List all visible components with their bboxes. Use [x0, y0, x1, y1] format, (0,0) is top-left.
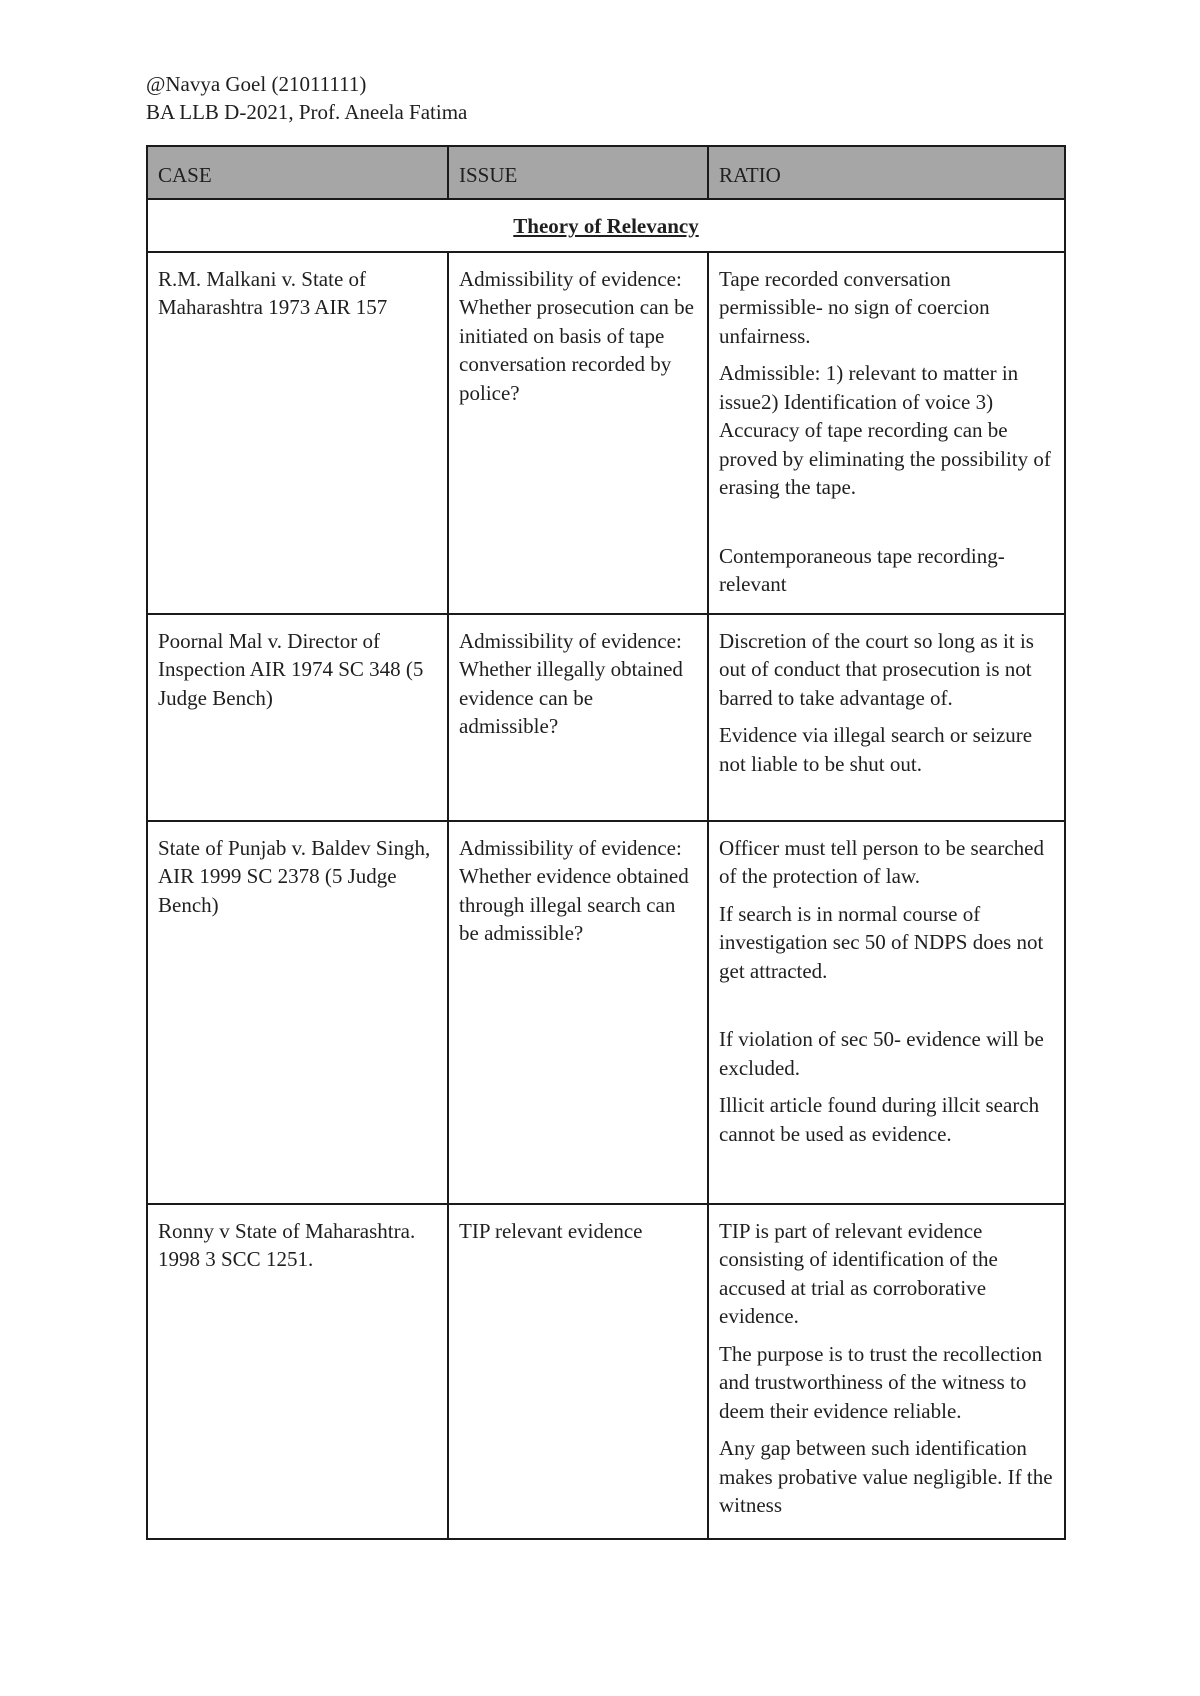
ratio-paragraph: Admissible: 1) relevant to matter in issue2) Identification of voice 3) Accuracy of tape recording can be proved by eliminating the possibility of erasing the tape.: [719, 361, 1051, 499]
case-table: [146, 145, 1066, 1540]
ratio-paragraph: Officer must tell person to be searched of the protection of law.: [719, 835, 1044, 888]
ratio-cell: [708, 821, 1065, 1204]
author-line: @Navya Goel (21011111): [146, 72, 367, 96]
ratio-paragraph: Evidence via illegal search or seizure not liable to be shut out.: [719, 723, 1033, 776]
table-row: [147, 614, 1065, 821]
ratio-paragraph: Tape recorded conversation permissible- no sign of coercion unfairness.: [719, 266, 990, 348]
document-header: [146, 70, 467, 126]
case-cell: State of Punjab v. Baldev Singh, AIR 1999 SC 2378 (5 Judge Bench): [147, 821, 448, 1204]
ratio-paragraph: TIP is part of relevant evidence consisting of identification of the accused at trial as corroborative evidence.: [719, 1218, 998, 1328]
table-row: [147, 252, 1065, 614]
column-header-issue: ISSUE: [448, 146, 708, 199]
case-cell: R.M. Malkani v. State of Maharashtra 1973 AIR 157: [147, 252, 448, 614]
ratio-cell: [708, 1204, 1065, 1539]
case-cell: Ronny v State of Maharashtra. 1998 3 SCC 1251.: [147, 1204, 448, 1539]
course-line: BA LLB D-2021, Prof. Aneela Fatima: [146, 100, 468, 124]
ratio-paragraph: If violation of sec 50- evidence will be excluded.: [719, 1027, 1044, 1080]
ratio-paragraph: Discretion of the court so long as it is out of conduct that prosecution is not barred to take advantage of.: [719, 628, 1034, 710]
ratio-paragraph: Contemporaneous tape recording- relevant: [719, 543, 1005, 596]
ratio-paragraph: The purpose is to trust the recollection and trustworthiness of the witness to deem their evidence reliable.: [719, 1341, 1043, 1423]
issue-cell: TIP relevant evidence: [448, 1204, 708, 1539]
column-header-ratio: RATIO: [708, 146, 1065, 199]
column-header-case: CASE: [147, 146, 448, 199]
issue-cell: Admissibility of evidence: Whether prosecution can be initiated on basis of tape conversation recorded by police?: [448, 252, 708, 614]
table-row: [147, 821, 1065, 1204]
table-row: [147, 1204, 1065, 1539]
section-title: Theory of Relevancy: [147, 199, 1065, 252]
issue-cell: Admissibility of evidence: Whether illegally obtained evidence can be admissible?: [448, 614, 708, 821]
ratio-paragraph: If search is in normal course of investigation sec 50 of NDPS does not get attracted.: [719, 901, 1044, 983]
ratio-cell: [708, 252, 1065, 614]
section-row: [147, 199, 1065, 252]
issue-cell: Admissibility of evidence: Whether evidence obtained through illegal search can be admissible?: [448, 821, 708, 1204]
table-header-row: [147, 146, 1065, 199]
ratio-cell: [708, 614, 1065, 821]
ratio-paragraph: Any gap between such identification makes probative value negligible. If the witness: [719, 1436, 1053, 1517]
case-cell: Poornal Mal v. Director of Inspection AIR 1974 SC 348 (5 Judge Bench): [147, 614, 448, 821]
ratio-paragraph: Illicit article found during illcit search cannot be used as evidence.: [719, 1093, 1040, 1146]
